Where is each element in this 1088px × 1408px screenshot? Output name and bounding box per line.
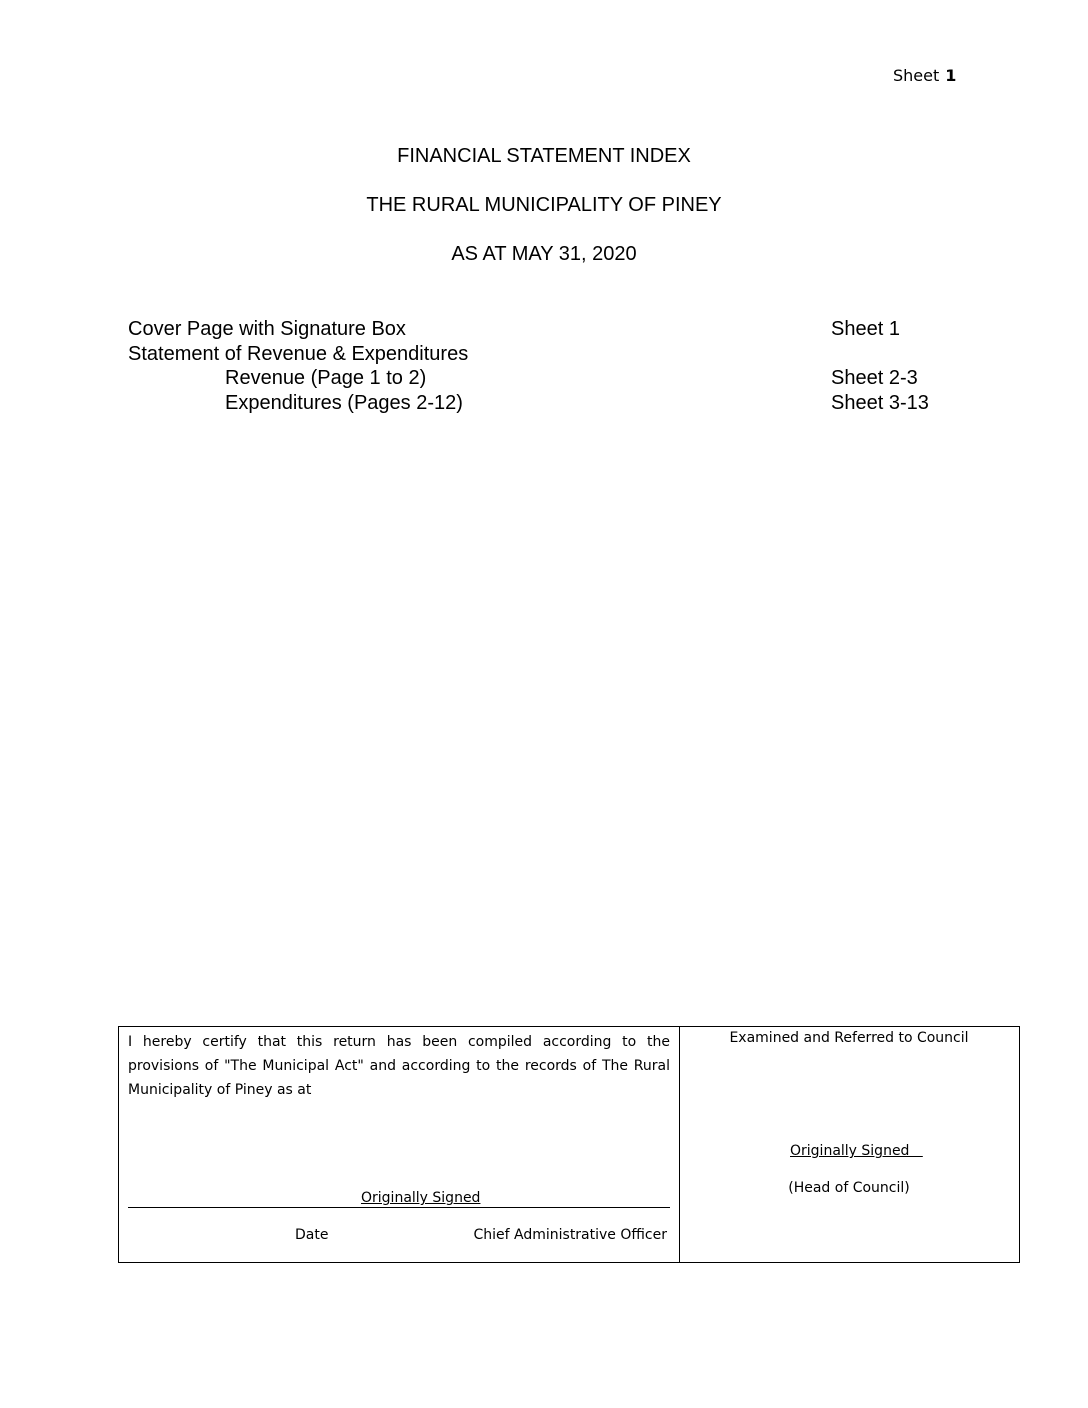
certification-right-panel (680, 1027, 1018, 1262)
index-list (128, 317, 948, 415)
originally-signed-cao: Originally Signed (361, 1190, 481, 1206)
sheet-number: 1 (945, 66, 957, 85)
index-item-expenditures (128, 391, 948, 416)
sheet-number-header (893, 66, 956, 85)
document-title: FINANCIAL STATEMENT INDEX (397, 145, 691, 167)
examined-referred-label: Examined and Referred to Council (729, 1030, 969, 1046)
certification-left-panel (119, 1027, 680, 1262)
date-label: Date (295, 1227, 329, 1243)
signature-line (128, 1207, 670, 1208)
index-item-label: Statement of Revenue & Expenditures (128, 342, 469, 365)
originally-signed-head: Originally Signed (790, 1143, 923, 1159)
index-item-cover-page (128, 317, 948, 342)
chief-administrative-officer-label: Chief Administrative Officer (473, 1227, 667, 1243)
sheet-word: Sheet (893, 66, 940, 85)
index-item-label: Cover Page with Signature Box (128, 318, 406, 340)
index-item-sheet: Sheet 1 (831, 318, 900, 340)
index-item-label: Expenditures (Pages 2-12) (225, 391, 463, 414)
head-of-council-label: (Head of Council) (788, 1180, 910, 1196)
statement-date: AS AT MAY 31, 2020 (451, 243, 637, 265)
index-item-label: Revenue (Page 1 to 2) (225, 367, 427, 389)
index-item-revenue (128, 366, 948, 391)
municipality-name: THE RURAL MUNICIPALITY OF PINEY (366, 194, 722, 216)
index-item-statement (128, 342, 948, 367)
index-item-sheet: Sheet 2-3 (831, 367, 918, 389)
certification-box (118, 1026, 1020, 1263)
certification-statement: I hereby certify that this return has been compiled according to the provisions of "The Municipal Act" and according to the records of The Rural Municipality of Piney as at (128, 1034, 670, 1098)
index-item-sheet: Sheet 3-13 (831, 391, 929, 414)
